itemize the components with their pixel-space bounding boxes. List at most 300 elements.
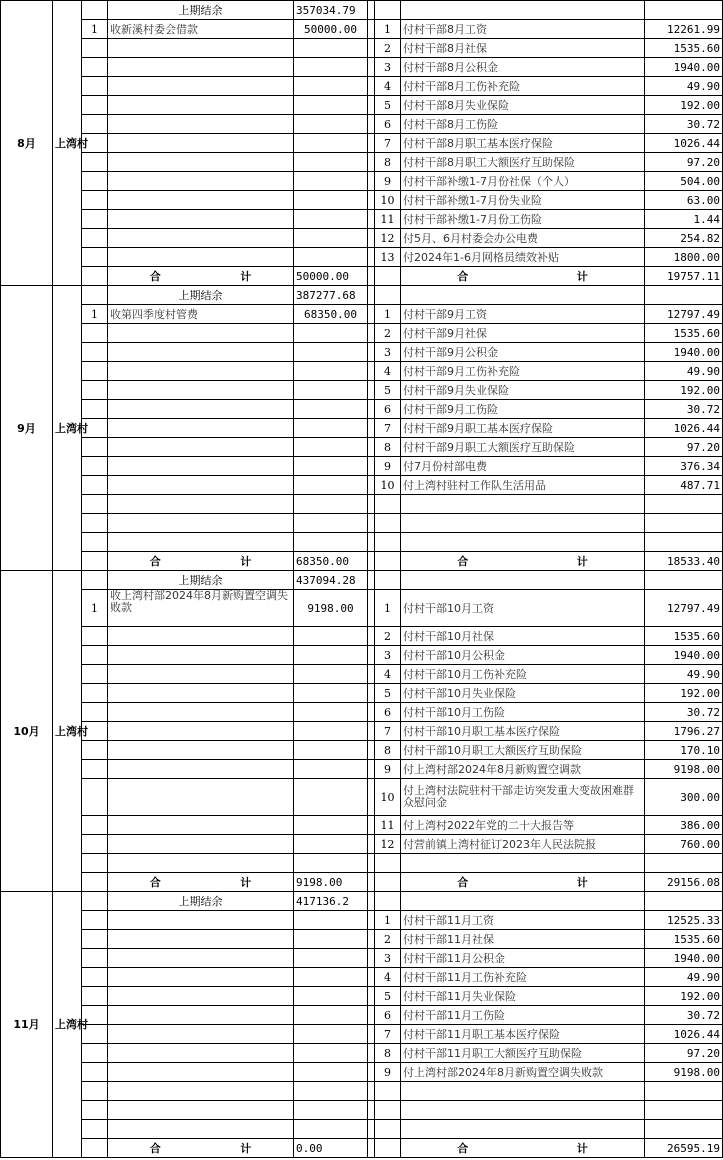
- expense-desc: 付村干部10月失业保险: [401, 684, 645, 703]
- expense-no: 3: [375, 646, 401, 665]
- gap-cell: [368, 96, 375, 115]
- income-amount: 9198.00: [294, 590, 368, 627]
- income-no: [82, 987, 108, 1006]
- prev-balance-label: 上期结余: [108, 1, 294, 20]
- expense-total-label: [401, 552, 645, 571]
- income-no: [82, 229, 108, 248]
- expense-amount: 49.90: [645, 665, 723, 684]
- expense-amount: 192.00: [645, 987, 723, 1006]
- expense-no-cell: [375, 286, 401, 305]
- expense-desc-cell: [401, 892, 645, 911]
- income-amount: [294, 627, 368, 646]
- income-no: [82, 703, 108, 722]
- gap-cell: [368, 324, 375, 343]
- income-no: [82, 514, 108, 533]
- gap-cell: [368, 1101, 375, 1120]
- gap-cell: [368, 153, 375, 172]
- expense-amount: 1.44: [645, 210, 723, 229]
- table-row: [1, 760, 723, 779]
- expense-no: [375, 1082, 401, 1101]
- income-total-label: [108, 1139, 294, 1158]
- month-label: 10月: [1, 571, 53, 892]
- income-desc: [108, 172, 294, 191]
- expense-amount: 1026.44: [645, 1025, 723, 1044]
- income-no-cell: [82, 571, 108, 590]
- income-total-no-cell: [82, 552, 108, 571]
- income-no: 1: [82, 20, 108, 39]
- expense-total-value: 26595.19: [645, 1139, 723, 1158]
- gap-cell: [368, 779, 375, 816]
- expense-no: 9: [375, 1063, 401, 1082]
- expense-desc: [401, 495, 645, 514]
- income-desc: [108, 58, 294, 77]
- expense-no: 1: [375, 20, 401, 39]
- income-amount: [294, 362, 368, 381]
- expense-no: 9: [375, 172, 401, 191]
- income-amount: [294, 1120, 368, 1139]
- expense-amount: 12525.33: [645, 911, 723, 930]
- village-label: 上湾村: [53, 286, 82, 571]
- table-row: [1, 741, 723, 760]
- expense-no: [375, 1101, 401, 1120]
- income-amount: 50000.00: [294, 20, 368, 39]
- table-row: [1, 115, 723, 134]
- income-no: [82, 476, 108, 495]
- expense-no: 6: [375, 400, 401, 419]
- expense-desc: 付村干部8月公积金: [401, 58, 645, 77]
- income-no: [82, 1082, 108, 1101]
- gap-cell: [368, 400, 375, 419]
- income-no: [82, 495, 108, 514]
- income-amount: [294, 248, 368, 267]
- total-label-ji: 计: [576, 875, 588, 889]
- table-row: [1, 343, 723, 362]
- month-label: 9月: [1, 286, 53, 571]
- income-desc: [108, 248, 294, 267]
- income-no: [82, 457, 108, 476]
- gap-cell: [368, 930, 375, 949]
- table-row: [1, 1006, 723, 1025]
- section-header-row: [1, 286, 723, 305]
- income-desc: [108, 1120, 294, 1139]
- gap-cell: [368, 191, 375, 210]
- income-amount: [294, 1044, 368, 1063]
- expense-amount: 30.72: [645, 400, 723, 419]
- prev-balance-value: 357034.79: [294, 1, 368, 20]
- income-no: [82, 930, 108, 949]
- table-row: [1, 722, 723, 741]
- table-row: [1, 381, 723, 400]
- prev-balance-label: 上期结余: [108, 286, 294, 305]
- table-row: [1, 210, 723, 229]
- income-desc: [108, 438, 294, 457]
- expense-total-label: [401, 1139, 645, 1158]
- income-amount: [294, 779, 368, 816]
- income-amount: [294, 324, 368, 343]
- expense-amount: 63.00: [645, 191, 723, 210]
- table-row: [1, 627, 723, 646]
- income-desc: [108, 627, 294, 646]
- expense-no: 12: [375, 229, 401, 248]
- income-desc: [108, 343, 294, 362]
- expense-no: 8: [375, 741, 401, 760]
- income-desc: [108, 722, 294, 741]
- expense-amount: 97.20: [645, 438, 723, 457]
- income-amount: [294, 514, 368, 533]
- prev-balance-label: 上期结余: [108, 571, 294, 590]
- expense-no: 11: [375, 816, 401, 835]
- gap-cell: [368, 741, 375, 760]
- income-no: [82, 400, 108, 419]
- table-row: [1, 949, 723, 968]
- gap-cell: [368, 684, 375, 703]
- expense-desc: 付村干部8月工资: [401, 20, 645, 39]
- income-amount: [294, 134, 368, 153]
- gap-cell: [368, 892, 375, 911]
- gap-cell: [368, 627, 375, 646]
- expense-desc: 付营前镇上湾村征订2023年人民法院报: [401, 835, 645, 854]
- income-total-value: 68350.00: [294, 552, 368, 571]
- income-no: [82, 58, 108, 77]
- expense-desc-cell: [401, 286, 645, 305]
- income-amount: [294, 1063, 368, 1082]
- expense-amount: 49.90: [645, 77, 723, 96]
- table-row: [1, 1025, 723, 1044]
- expense-desc: [401, 533, 645, 552]
- income-no: [82, 968, 108, 987]
- income-amount: [294, 722, 368, 741]
- income-desc: [108, 229, 294, 248]
- expense-desc: 付村干部8月工伤补充险: [401, 77, 645, 96]
- section-header-row: [1, 1, 723, 20]
- table-row: [1, 665, 723, 684]
- income-no: [82, 1063, 108, 1082]
- income-amount: [294, 1006, 368, 1025]
- income-desc: [108, 362, 294, 381]
- expense-no: 11: [375, 210, 401, 229]
- expense-amount: 1535.60: [645, 930, 723, 949]
- expense-amount: 30.72: [645, 1006, 723, 1025]
- income-desc: [108, 457, 294, 476]
- expense-no: 7: [375, 134, 401, 153]
- section-total-row: [1, 1139, 723, 1158]
- expense-amount-cell: [645, 286, 723, 305]
- village-label: 上湾村: [53, 571, 82, 892]
- income-amount: 68350.00: [294, 305, 368, 324]
- income-no: [82, 816, 108, 835]
- expense-desc: 付村干部补缴1-7月份社保（个人）: [401, 172, 645, 191]
- table-row: [1, 684, 723, 703]
- income-no: [82, 1044, 108, 1063]
- section-total-row: [1, 267, 723, 286]
- income-amount: [294, 968, 368, 987]
- income-desc: [108, 191, 294, 210]
- expense-no: 4: [375, 665, 401, 684]
- table-row: [1, 646, 723, 665]
- income-no: [82, 172, 108, 191]
- gap-cell: [368, 419, 375, 438]
- total-label-he: 合: [149, 269, 161, 283]
- table-row: [1, 1082, 723, 1101]
- income-total-label: [108, 552, 294, 571]
- village-label: 上湾村: [53, 1, 82, 286]
- expense-no: 7: [375, 1025, 401, 1044]
- expense-total-no-cell: [375, 1139, 401, 1158]
- gap-cell: [368, 77, 375, 96]
- income-no-cell: [82, 286, 108, 305]
- table-row: [1, 968, 723, 987]
- gap-cell: [368, 552, 375, 571]
- expense-no-cell: [375, 892, 401, 911]
- expense-amount: 504.00: [645, 172, 723, 191]
- expense-no: 5: [375, 684, 401, 703]
- income-amount: [294, 854, 368, 873]
- income-total-no-cell: [82, 873, 108, 892]
- gap-cell: [368, 1120, 375, 1139]
- income-no: [82, 779, 108, 816]
- total-label-he: 合: [149, 554, 161, 568]
- expense-no: 8: [375, 438, 401, 457]
- expense-no: 3: [375, 949, 401, 968]
- expense-amount: [645, 514, 723, 533]
- income-amount: [294, 210, 368, 229]
- income-no: [82, 77, 108, 96]
- expense-desc: 付村干部11月工伤补充险: [401, 968, 645, 987]
- expense-amount: 1940.00: [645, 646, 723, 665]
- income-total-label: [108, 873, 294, 892]
- expense-desc: 付村干部11月职工大额医疗互助保险: [401, 1044, 645, 1063]
- month-label: 8月: [1, 1, 53, 286]
- gap-cell: [368, 1025, 375, 1044]
- prev-balance-value: 387277.68: [294, 286, 368, 305]
- expense-desc: 付村干部10月工伤补充险: [401, 665, 645, 684]
- expense-desc: 付村干部9月工伤补充险: [401, 362, 645, 381]
- expense-total-no-cell: [375, 267, 401, 286]
- gap-cell: [368, 476, 375, 495]
- income-amount: [294, 343, 368, 362]
- gap-cell: [368, 533, 375, 552]
- expense-amount: 1535.60: [645, 627, 723, 646]
- income-desc: [108, 153, 294, 172]
- expense-amount: 49.90: [645, 968, 723, 987]
- table-row: [1, 816, 723, 835]
- income-desc: [108, 1025, 294, 1044]
- expense-amount: 1800.00: [645, 248, 723, 267]
- income-desc: [108, 930, 294, 949]
- expense-amount: 1940.00: [645, 343, 723, 362]
- income-amount: [294, 1082, 368, 1101]
- table-row: [1, 20, 723, 39]
- table-row: [1, 191, 723, 210]
- expense-desc: 付村干部11月社保: [401, 930, 645, 949]
- income-desc: [108, 381, 294, 400]
- expense-no: 5: [375, 381, 401, 400]
- income-amount: [294, 1025, 368, 1044]
- expense-desc: 付村干部9月工资: [401, 305, 645, 324]
- gap-cell: [368, 381, 375, 400]
- expense-no: 9: [375, 760, 401, 779]
- total-label-ji: 计: [240, 1141, 252, 1155]
- expense-amount: [645, 533, 723, 552]
- expense-amount: 9198.00: [645, 760, 723, 779]
- table-row: [1, 457, 723, 476]
- gap-cell: [368, 590, 375, 627]
- gap-cell: [368, 911, 375, 930]
- table-row: [1, 362, 723, 381]
- income-amount: [294, 39, 368, 58]
- income-desc: [108, 1082, 294, 1101]
- expense-no: 8: [375, 1044, 401, 1063]
- income-amount: [294, 153, 368, 172]
- income-desc: [108, 911, 294, 930]
- table-row: [1, 172, 723, 191]
- expense-amount: [645, 495, 723, 514]
- expense-amount: 12797.49: [645, 590, 723, 627]
- gap-cell: [368, 210, 375, 229]
- expense-total-value: 19757.11: [645, 267, 723, 286]
- expense-amount: 1026.44: [645, 419, 723, 438]
- gap-cell: [368, 286, 375, 305]
- income-desc: [108, 533, 294, 552]
- gap-cell: [368, 816, 375, 835]
- income-no: [82, 760, 108, 779]
- table-row: [1, 1101, 723, 1120]
- income-no: [82, 96, 108, 115]
- gap-cell: [368, 1, 375, 20]
- income-no: [82, 438, 108, 457]
- gap-cell: [368, 172, 375, 191]
- gap-cell: [368, 39, 375, 58]
- income-no: [82, 210, 108, 229]
- expense-no: [375, 495, 401, 514]
- income-no: [82, 115, 108, 134]
- income-amount: [294, 665, 368, 684]
- gap-cell: [368, 457, 375, 476]
- table-row: [1, 305, 723, 324]
- section-total-row: [1, 552, 723, 571]
- income-no: [82, 362, 108, 381]
- income-desc: [108, 419, 294, 438]
- expense-no: 3: [375, 58, 401, 77]
- expense-no: 10: [375, 779, 401, 816]
- total-label-he: 合: [457, 1141, 469, 1155]
- income-no: [82, 191, 108, 210]
- income-desc: [108, 854, 294, 873]
- gap-cell: [368, 438, 375, 457]
- income-amount: [294, 835, 368, 854]
- expense-desc: 付村干部10月公积金: [401, 646, 645, 665]
- income-desc: [108, 77, 294, 96]
- income-desc: [108, 703, 294, 722]
- expense-amount: 30.72: [645, 115, 723, 134]
- prev-balance-value: 437094.28: [294, 571, 368, 590]
- total-label-ji: 计: [576, 554, 588, 568]
- expense-no: 5: [375, 987, 401, 1006]
- expense-amount: 12261.99: [645, 20, 723, 39]
- income-desc: 收新溪村委会借款: [108, 20, 294, 39]
- income-amount: [294, 457, 368, 476]
- expense-desc: 付村干部11月职工基本医疗保险: [401, 1025, 645, 1044]
- table-row: [1, 854, 723, 873]
- expense-no: [375, 514, 401, 533]
- income-no: [82, 248, 108, 267]
- expense-amount: [645, 1101, 723, 1120]
- table-row: [1, 324, 723, 343]
- expense-desc: 付2024年1-6月网格员绩效补贴: [401, 248, 645, 267]
- income-no: [82, 39, 108, 58]
- expense-no: [375, 854, 401, 873]
- gap-cell: [368, 760, 375, 779]
- table-row: [1, 1063, 723, 1082]
- table-row: [1, 911, 723, 930]
- income-desc: [108, 514, 294, 533]
- expense-amount: 192.00: [645, 96, 723, 115]
- total-label-he: 合: [149, 1141, 161, 1155]
- table-row: [1, 703, 723, 722]
- expense-no: 2: [375, 627, 401, 646]
- table-row: [1, 514, 723, 533]
- income-no: [82, 324, 108, 343]
- table-row: [1, 77, 723, 96]
- expense-desc: 付上湾村部2024年8月新购置空调款: [401, 760, 645, 779]
- income-amount: [294, 229, 368, 248]
- income-desc: [108, 646, 294, 665]
- income-desc: [108, 760, 294, 779]
- expense-desc: 付村干部补缴1-7月份失业险: [401, 191, 645, 210]
- expense-no: 2: [375, 324, 401, 343]
- expense-amount: 1796.27: [645, 722, 723, 741]
- total-label-he: 合: [457, 554, 469, 568]
- expense-no: 3: [375, 343, 401, 362]
- expense-no: 9: [375, 457, 401, 476]
- expense-amount: [645, 1120, 723, 1139]
- expense-no: 1: [375, 590, 401, 627]
- table-row: [1, 476, 723, 495]
- expense-amount: 30.72: [645, 703, 723, 722]
- gap-cell: [368, 1044, 375, 1063]
- gap-cell: [368, 968, 375, 987]
- income-no: [82, 343, 108, 362]
- expense-no: [375, 533, 401, 552]
- expense-no: 4: [375, 77, 401, 96]
- gap-cell: [368, 495, 375, 514]
- expense-total-value: 18533.40: [645, 552, 723, 571]
- expense-total-no-cell: [375, 873, 401, 892]
- total-label-he: 合: [457, 269, 469, 283]
- expense-desc: 付村干部10月职工基本医疗保险: [401, 722, 645, 741]
- total-label-ji: 计: [240, 875, 252, 889]
- gap-cell: [368, 949, 375, 968]
- income-no: [82, 1101, 108, 1120]
- expense-amount: 760.00: [645, 835, 723, 854]
- expense-total-no-cell: [375, 552, 401, 571]
- expense-desc: [401, 1082, 645, 1101]
- expense-desc: 付村干部10月职工大额医疗互助保险: [401, 741, 645, 760]
- income-desc: [108, 1101, 294, 1120]
- gap-cell: [368, 722, 375, 741]
- income-no: [82, 684, 108, 703]
- expense-desc: 付上湾村部2024年8月新购置空调失败款: [401, 1063, 645, 1082]
- expense-no: 10: [375, 191, 401, 210]
- income-desc: [108, 400, 294, 419]
- expense-amount-cell: [645, 892, 723, 911]
- village-label: 上湾村: [53, 892, 82, 1158]
- income-no: [82, 381, 108, 400]
- income-amount: [294, 58, 368, 77]
- expense-no-cell: [375, 571, 401, 590]
- income-no: [82, 949, 108, 968]
- income-desc: [108, 816, 294, 835]
